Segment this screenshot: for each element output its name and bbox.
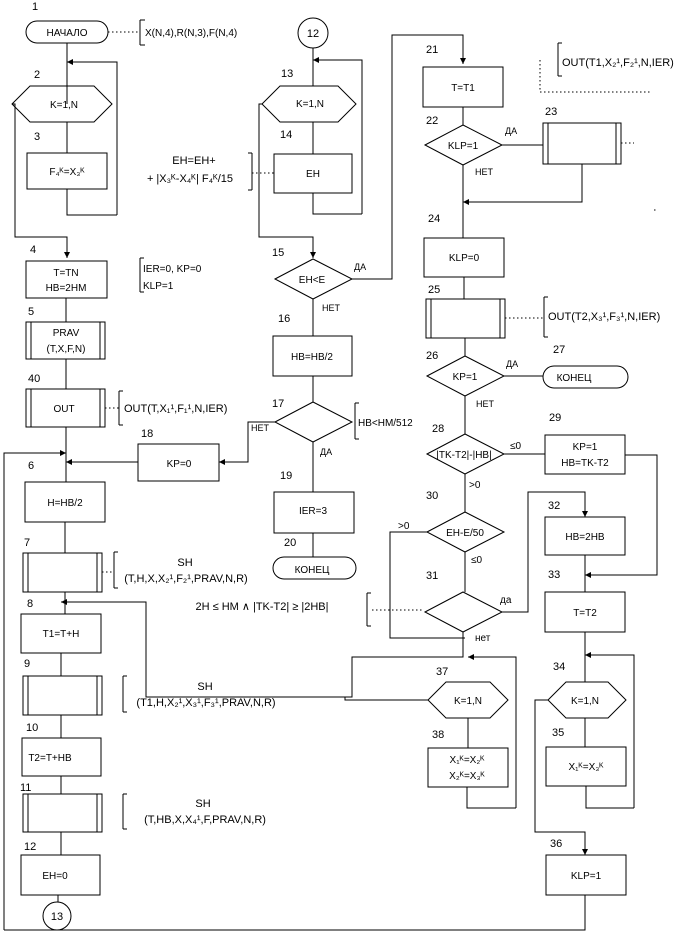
block-number: 4 — [30, 244, 37, 256]
connector-label: 12 — [306, 28, 320, 40]
process-label: EH=0 — [42, 871, 68, 882]
block-number: 3 — [34, 131, 41, 143]
eh-formula: EH=EH+ — [172, 155, 216, 167]
process-label: PRAV — [52, 328, 80, 339]
subroutine-box — [23, 794, 102, 832]
sh-call-title: SH — [195, 798, 211, 810]
out-comment: OUT(T2,X₃¹,F₃¹,N,IER) — [548, 311, 661, 323]
branch-label-le0: ≤0 — [510, 441, 522, 452]
process-label: T=T2 — [573, 608, 597, 619]
process-label: (T,X,F,N) — [46, 344, 86, 355]
branch-label-no: нет — [475, 633, 491, 644]
process-label: X₁ᴷ=X₃ᴷ — [568, 762, 604, 773]
block-number: 33 — [548, 569, 561, 581]
process-label: X₁ᴷ=X₂ᴷ — [449, 755, 485, 766]
block-number: 15 — [272, 247, 285, 259]
block-number: 34 — [553, 661, 566, 673]
subroutine-box — [23, 553, 102, 592]
process-label: T=T1 — [451, 83, 475, 94]
branch-label-gt0: >0 — [398, 521, 410, 532]
decision-label: KP=1 — [452, 372, 478, 383]
end-label: КОНЕЦ — [294, 565, 330, 576]
init-comment: IER=0, KP=0 — [143, 264, 202, 275]
decision-diamond — [425, 592, 502, 632]
block-number: 25 — [428, 284, 441, 296]
sh-call-args: (T1,H,X₂¹,X₃¹,F₃¹,PRAV,N,R) — [136, 697, 276, 709]
branch-label-no: НЕТ — [476, 399, 494, 409]
block-number: 27 — [553, 344, 566, 356]
process-label: HB=HB/2 — [291, 352, 333, 363]
block-number: 19 — [280, 470, 293, 482]
block-number: 22 — [426, 115, 439, 127]
end-label: КОНЕЦ — [556, 373, 592, 384]
out-comment: OUT(T,X₁¹,F₁¹,N,IER) — [124, 403, 228, 415]
block-number: 2 — [34, 69, 41, 81]
branch-label-le0: ≤0 — [471, 555, 483, 566]
sh-call-args: (T,HB,X,X₄¹,F,PRAV,N,R) — [144, 814, 266, 826]
process-label: HB=2HM — [45, 283, 87, 294]
process-label: OUT — [53, 404, 75, 415]
start-comment: X(N,4),R(N,3),F(N,4) — [145, 28, 238, 39]
branch-label-no: НЕТ — [322, 303, 340, 313]
process-label: KP=0 — [166, 459, 192, 470]
process-label: HB=TK-T2 — [561, 458, 609, 469]
block-number: 8 — [27, 598, 34, 610]
block-number: 28 — [432, 423, 445, 435]
block-number: 37 — [436, 666, 449, 678]
decision-label: EH-E/50 — [446, 528, 484, 539]
block-number: 1 — [32, 1, 39, 13]
process-label: IER=3 — [298, 506, 328, 517]
subroutine-box — [543, 123, 621, 164]
loop-label: K=1,N — [453, 696, 483, 707]
block-number: 29 — [549, 412, 562, 424]
block-number: 12 — [24, 841, 37, 853]
process-label: T=TN — [53, 268, 79, 279]
eh-formula: + |X₃ᴷ-X₄ᴷ| F₄ᴷ/15 — [146, 173, 234, 185]
block-number: 30 — [426, 490, 439, 502]
subroutine-box — [426, 299, 505, 338]
block-number: 14 — [280, 129, 293, 141]
process-label: KLP=1 — [570, 871, 602, 882]
start-label: НАЧАЛО — [46, 28, 88, 39]
block-number: 6 — [28, 460, 35, 472]
block-number: 24 — [428, 213, 441, 225]
branch-label-yes: ДА — [320, 447, 333, 457]
block-number: 21 — [426, 44, 439, 56]
branch-label-yes: ДА — [505, 126, 518, 136]
block-number: 18 — [141, 428, 154, 440]
block-number: 7 — [24, 537, 31, 549]
block-number: 13 — [281, 68, 294, 80]
block-number: 38 — [432, 729, 445, 741]
block-number: 20 — [284, 537, 297, 549]
loop-label: K=1,N — [570, 696, 600, 707]
block-number: 36 — [550, 838, 563, 850]
process-label: EH — [306, 169, 320, 180]
block-number: 17 — [272, 398, 285, 410]
process-label: T2=T+HB — [28, 753, 72, 764]
decision-label: KLP=1 — [447, 141, 479, 152]
decision-label: |TK-T2|-|HB| — [436, 450, 492, 461]
block-number: 40 — [28, 373, 41, 385]
block-number: 35 — [552, 727, 565, 739]
loop-label: K=1,N — [295, 99, 325, 110]
block-number: 10 — [26, 722, 39, 734]
process-label: KLP=0 — [448, 253, 480, 264]
branch-label-no: НЕТ — [251, 423, 269, 433]
sh-call-title: SH — [197, 681, 213, 693]
init-comment: KLP=1 — [143, 281, 174, 292]
condition-comment: 2H ≤ HM ∧ |TK-T2| ≥ |2HB| — [195, 601, 329, 613]
block-number: 32 — [548, 500, 561, 512]
block-number: 9 — [24, 658, 31, 670]
branch-label-gt0: >0 — [469, 480, 481, 491]
loop-label: K=1,N — [49, 100, 79, 111]
sh-call-args: (T,H,X,X₂¹,F₂¹,PRAV,N,R) — [124, 573, 248, 585]
decision-label: EH<E — [298, 275, 326, 286]
block-number: 16 — [278, 313, 291, 325]
block-number: 11 — [20, 782, 32, 794]
out-comment: OUT(T1,X₂¹,F₂¹,N,IER) — [562, 57, 674, 69]
connector-label: 13 — [50, 911, 64, 923]
block-number: 5 — [28, 306, 35, 318]
process-label: H=HB/2 — [47, 498, 83, 509]
process-label: HB=2HB — [565, 532, 605, 543]
process-label: F₄ᴷ=X₃ᴷ — [49, 167, 85, 178]
process-label: T1=T+H — [42, 629, 80, 640]
branch-label-yes: ДА — [506, 359, 519, 369]
block-number: 23 — [545, 106, 558, 118]
condition-comment: HB<HM/512 — [358, 418, 413, 429]
branch-label-yes: ДА — [354, 262, 367, 272]
branch-label-yes: да — [500, 595, 512, 606]
branch-label-no: НЕТ — [475, 167, 493, 177]
sh-call-title: SH — [177, 557, 193, 569]
subroutine-box — [23, 676, 102, 715]
decision-diamond — [275, 402, 352, 442]
process-label: KP=1 — [572, 442, 598, 453]
block-number: 26 — [426, 350, 439, 362]
process-label: X₂ᴷ=X₃ᴷ — [449, 771, 485, 782]
block-number: 31 — [426, 570, 439, 582]
